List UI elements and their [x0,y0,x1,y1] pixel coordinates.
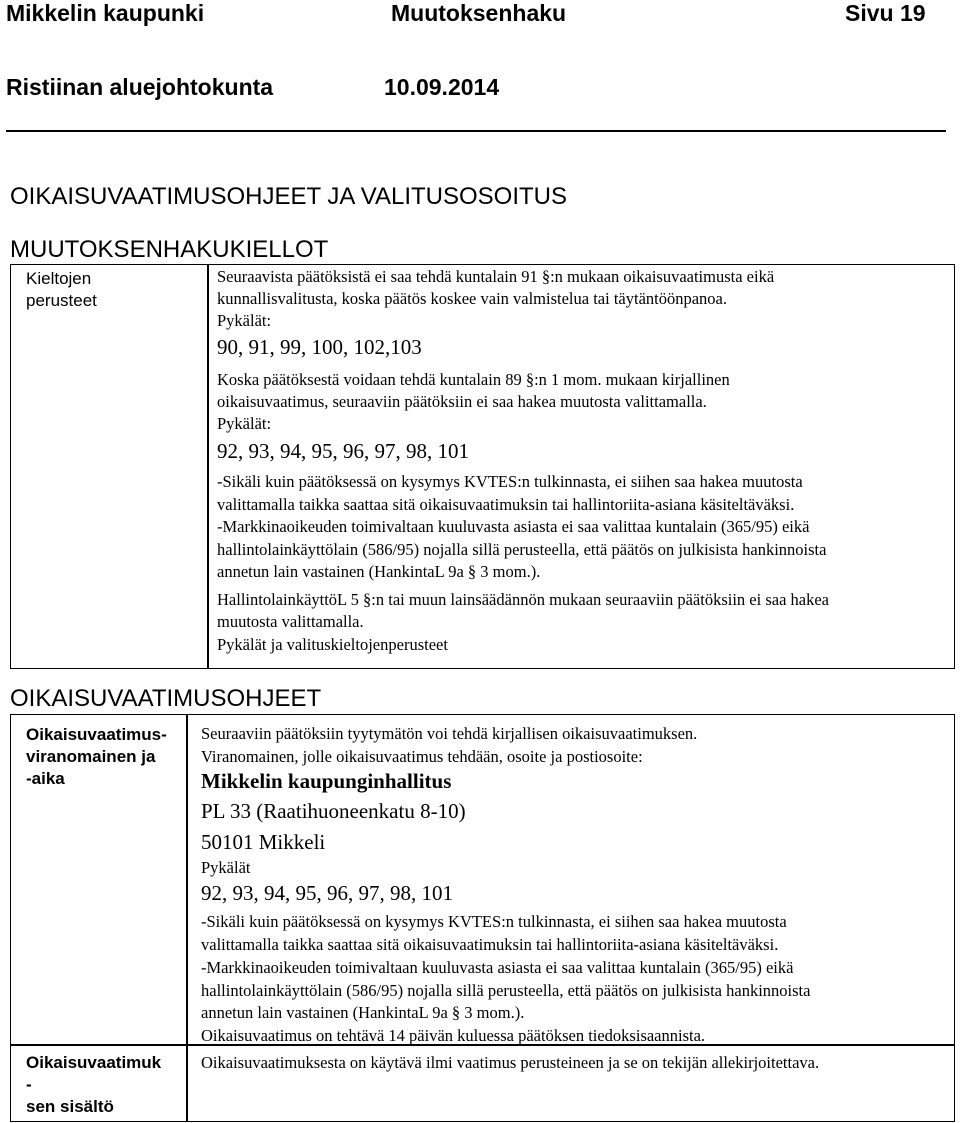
s2-pykalat: Pykälät [201,858,251,877]
section2-label-2: Oikaisuvaatimuk - sen sisältö [26,1053,162,1116]
section2-title: OIKAISUVAATIMUSOHJEET [10,685,322,712]
s1-pykalat-1: Pykälät: [217,311,272,330]
s1-line-1: Seuraavista päätöksistä ei saa tehdä kuntalain 91 §:n mukaan oikaisuvaatimusta eikä [217,267,775,286]
s1-line-10: valittamalla taikka saattaa sitä oikaisuvaatimuksin tai hallintoriita-asiana käsiteltäväksi. [217,495,795,514]
header-org: Mikkelin kaupunki [6,0,205,26]
s1-line-6: oikaisuvaatimus, seuraaviin päätöksiin ei saa hakea muutosta valittamalla. [217,392,707,411]
s1-line-9: -Sikäli kuin päätöksessä on kysymys KVTES:n tulkinnasta, ei siihen saa hakea muutosta [217,472,803,491]
header-page: Sivu 19 [845,0,926,26]
section1-title: MUUTOKSENHAKUKIELLOT [10,236,329,263]
s1-line-14: HallintolainkäyttöL 5 §:n tai muun lainsäädännön mukaan seuraaviin päätöksiin ei saa hakea [217,590,829,609]
s1-line-13: annetun lain vastainen (HankintaL 9a § 3 mom.). [217,562,541,581]
s2-line-2: Viranomainen, jolle oikaisuvaatimus tehdään, osoite ja postiosoite: [201,747,643,766]
s1-line-11: -Markkinaoikeuden toimivaltaan kuuluvasta asiasta ei saa valittaa kuntalain (365/95) eikä [217,517,810,536]
s2-line-8: -Sikäli kuin päätöksessä on kysymys KVTES:n tulkinnasta, ei siihen saa hakea muutosta [201,912,787,931]
s1-line-5: Koska päätöksestä voidaan tehdä kuntalain 89 §:n 1 mom. mukaan kirjallinen [217,370,730,389]
s2-deadline: Oikaisuvaatimus on tehtävä 14 päivän kuluessa päätöksen tiedoksisaannista. [201,1026,706,1045]
s2-line-1: Seuraaviin päätöksiin tyytymätön voi tehdä kirjallisen oikaisuvaatimuksen. [201,724,698,743]
page-header [6,0,952,30]
header-date: 10.09.2014 [384,74,500,100]
page-subheader [6,74,952,104]
s1-pykalat-2: Pykälät: [217,414,272,433]
main-title: OIKAISUVAATIMUSOHJEET JA VALITUSOSOITUS [10,183,568,210]
header-doc-type: Muutoksenhaku [391,0,567,26]
s2-content-line: Oikaisuvaatimuksesta on käytävä ilmi vaatimus perusteineen ja se on tekijän allekirjoitettava. [201,1053,820,1072]
s2-line-9: valittamalla taikka saattaa sitä oikaisuvaatimuksin tai hallintoriita-asiana käsiteltäväksi. [201,935,779,954]
header-committee: Ristiinan aluejohtokunta [6,74,274,100]
s1-line-16: Pykälät ja valituskieltojenperusteet [217,635,448,654]
s2-line-11: hallintolainkäyttölain (586/95) nojalla sillä perusteella, että päätös on julkisista hankinnoista [201,981,811,1000]
s2-line-10: -Markkinaoikeuden toimivaltaan kuuluvasta asiasta ei saa valittaa kuntalain (365/95) eikä [201,958,794,977]
s1-line-15: muutosta valittamalla. [217,612,364,631]
s1-sections-1: 90, 91, 99, 100, 102,103 [217,335,422,359]
s1-sections-2: 92, 93, 94, 95, 96, 97, 98, 101 [217,439,469,463]
s2-authority-name: Mikkelin kaupunginhallitus [201,769,452,793]
section1-label-cell [10,264,209,669]
s2-postal: 50101 Mikkeli [201,830,326,854]
s2-address: PL 33 (Raatihuoneenkatu 8-10) [201,799,466,823]
header-rule [6,130,946,132]
section1-label: Kieltojen perusteet [26,269,97,310]
s1-line-12: hallintolainkäyttölain (586/95) nojalla sillä perusteella, että päätös on julkisista hankinnoista [217,540,827,559]
section2-label-1: Oikaisuvaatimus- viranomainen ja -aika [26,725,167,788]
s1-line-2: kunnallisvalitusta, koska päätös koskee vain valmistelua tai täytäntöönpanoa. [217,289,728,308]
s2-sections: 92, 93, 94, 95, 96, 97, 98, 101 [201,881,453,905]
s2-line-12: annetun lain vastainen (HankintaL 9a § 3 mom.). [201,1003,525,1022]
